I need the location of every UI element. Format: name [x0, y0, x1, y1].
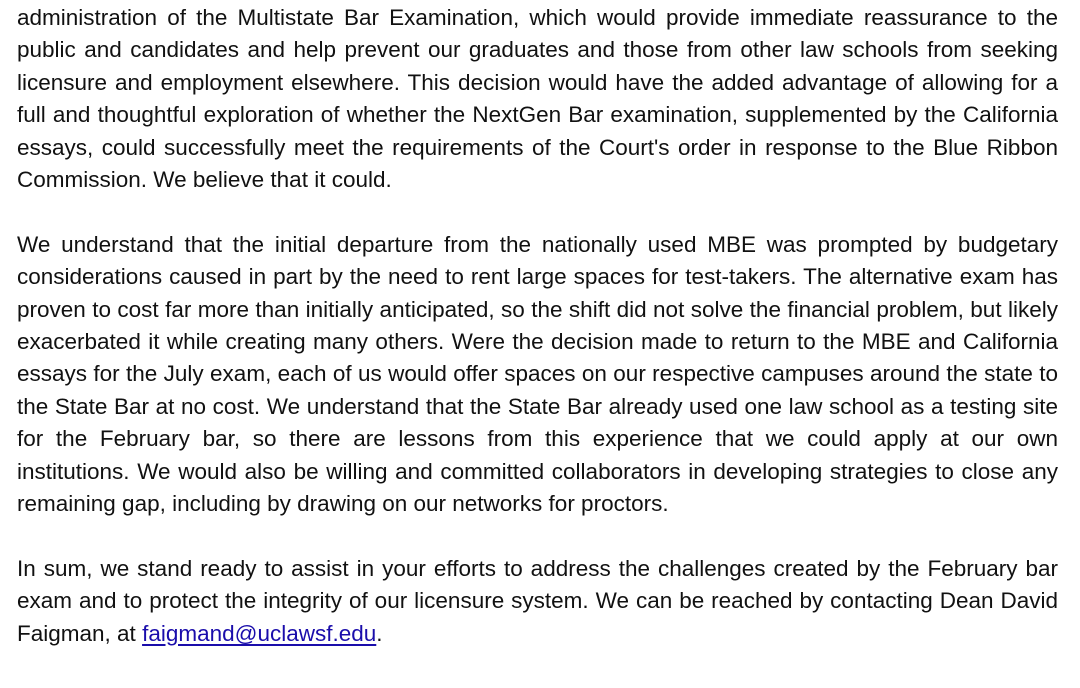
in-sum-text: In sum, we stand ready to assist in your efforts to address the challenges created by the February bar exam and to protect the integrity of our licensure system. We can be reached by contacting Dean David Faigman, at [17, 555, 1058, 646]
email-link[interactable]: faigmand@uclawsf.edu [142, 620, 377, 646]
paragraph-spacer [17, 196, 1058, 228]
paragraph-in-sum [17, 553, 1058, 650]
paragraph-budget-considerations: We understand that the initial departure from the nationally used MBE was prompted by budgetary considerations caused in part by the need to rent large spaces for test-takers. The alternative exam has proven to cost far more than initially anticipated, so the shift did not solve the financial problem, but likely exacerbated it while creating many others. Were the decision made to return to the MBE and California essays for the July exam, each of us would offer spaces on our respective campuses around the state to the State Bar at no cost. We understand that the State Bar already used one law school as a testing site for the February bar, so there are lessons from this experience that we could apply at our own institutions. We would also be willing and committed collaborators in developing strategies to close any remaining gap, including by drawing on our networks for proctors. [17, 231, 1058, 517]
letter-body [17, 2, 1058, 650]
in-sum-period: . [376, 620, 383, 646]
paragraph-mbe-reassurance: administration of the Multistate Bar Examination, which would provide immediate reassurance to the public and candidates and help prevent our graduates and those from other law schools from seeking licensure and employment elsewhere. This decision would have the added advantage of allowing for a full and thoughtful exploration of whether the NextGen Bar examination, supplemented by the California essays, could successfully meet the requirements of the Court's order in response to the Blue Ribbon Commission. We believe that it could. [17, 5, 1058, 193]
paragraph-spacer [17, 520, 1058, 552]
